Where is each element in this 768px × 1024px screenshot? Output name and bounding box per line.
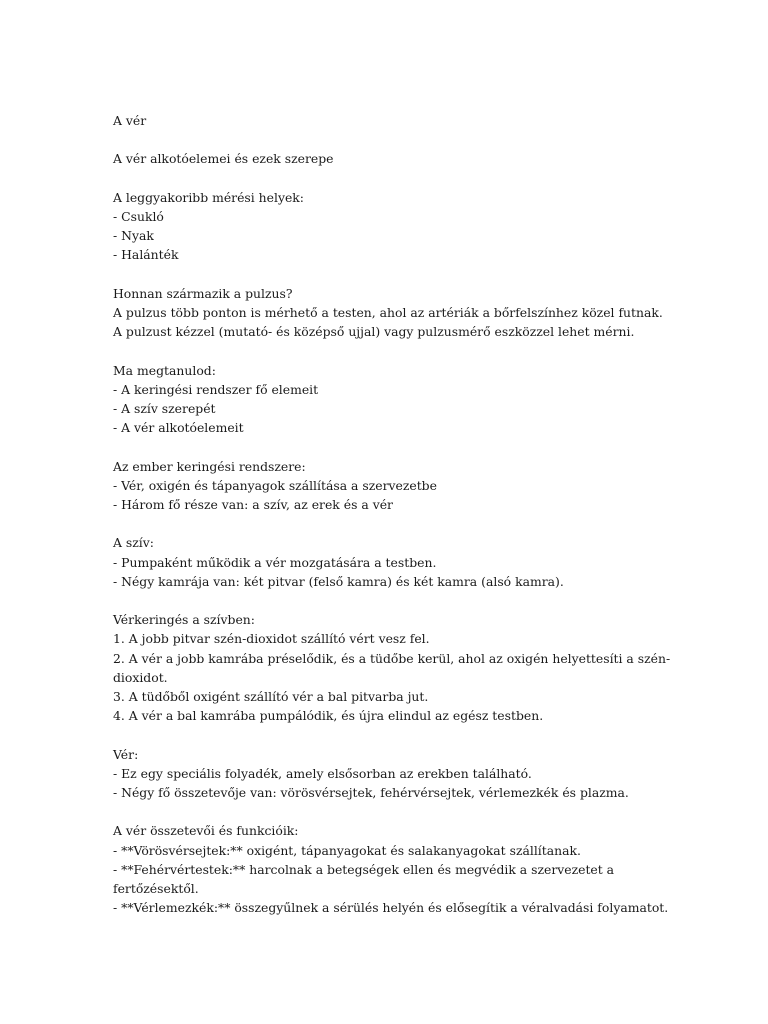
list-item: - **Vérlemezkék:** összegyűlnek a sérülés helyén és elősegítik a véralvadási folyamatot. xyxy=(113,900,669,916)
list-item: - Vér, oxigén és tápanyagok szállítása a szervezetbe xyxy=(113,477,437,493)
blank-line xyxy=(113,437,643,456)
list-item: - A keringési rendszer fő elemeit xyxy=(113,381,319,397)
list-item: - A vér alkotóelemeit xyxy=(113,420,244,436)
document-title: A vér xyxy=(113,113,147,128)
list-item: - Csukló xyxy=(113,208,164,224)
section-heading-blood-components: A vér összetevői és funkcióik: xyxy=(113,823,299,839)
list-item: - Ez egy speciális folyadék, amely elsősorban az erekben található. xyxy=(113,765,532,781)
numbered-item: 1. A jobb pitvar szén-dioxidot szállító vért vesz fel. xyxy=(113,631,430,647)
paragraph-line: A pulzus több ponton is mérhető a testen, ahol az artériák a bőrfelszínhez közel futnak. xyxy=(113,304,663,320)
list-item: - **Vörösvérsejtek:** oxigént, tápanyagokat és salakanyagokat szállítanak. xyxy=(113,842,581,858)
section-heading-circulation-in-heart: Vérkeringés a szívben: xyxy=(113,612,255,628)
list-item: - Három fő része van: a szív, az erek és a vér xyxy=(113,496,393,512)
blank-line xyxy=(113,265,643,284)
blank-line xyxy=(113,130,643,149)
paragraph-line: A pulzust kézzel (mutató- és középső ujjal) vagy pulzusmérő eszközzel lehet mérni. xyxy=(113,324,635,340)
blank-line xyxy=(113,341,643,360)
list-item: - Nyak xyxy=(113,228,154,244)
section-heading-circulatory-system: Az ember keringési rendszere: xyxy=(113,458,306,474)
document-body xyxy=(113,111,671,917)
blank-line xyxy=(113,725,643,744)
list-item: - Négy fő összetevője van: vörösvérsejtek, fehérvérsejtek, vérlemezkék és plazma. xyxy=(113,784,629,800)
list-item: - Négy kamrája van: két pitvar (felső kamra) és két kamra (alsó kamra). xyxy=(113,573,564,589)
list-item: - Pumpaként működik a vér mozgatására a testben. xyxy=(113,554,437,570)
section-heading-blood: Vér: xyxy=(113,746,139,762)
list-item: - A szív szerepét xyxy=(113,400,216,416)
blank-line xyxy=(113,591,643,610)
list-item-continuation: fertőzésektől. xyxy=(113,880,199,896)
list-item: - **Fehérvértestek:** harcolnak a betegségek ellen és megvédik a szervezetet a xyxy=(113,861,615,877)
section-heading-heart: A szív: xyxy=(113,535,154,551)
numbered-item: 3. A tüdőből oxigént szállító vér a bal pitvarba jut. xyxy=(113,688,429,704)
section-heading-today: Ma megtanulod: xyxy=(113,362,216,378)
blank-line xyxy=(113,514,643,533)
blank-line xyxy=(113,169,643,188)
numbered-item-continuation: dioxidot. xyxy=(113,669,168,685)
list-item: - Halánték xyxy=(113,247,179,263)
numbered-item: 2. A vér a jobb kamrába préselődik, és a tüdőbe kerül, ahol az oxigén helyettesíti a szén- xyxy=(113,650,671,666)
document-subtitle: A vér alkotóelemei és ezek szerepe xyxy=(113,151,334,167)
blank-line xyxy=(113,802,643,821)
section-heading-measurement-sites: A leggyakoribb mérési helyek: xyxy=(113,189,304,205)
numbered-item: 4. A vér a bal kamrába pumpálódik, és újra elindul az egész testben. xyxy=(113,708,544,724)
section-heading-pulse-origin: Honnan származik a pulzus? xyxy=(113,285,293,301)
